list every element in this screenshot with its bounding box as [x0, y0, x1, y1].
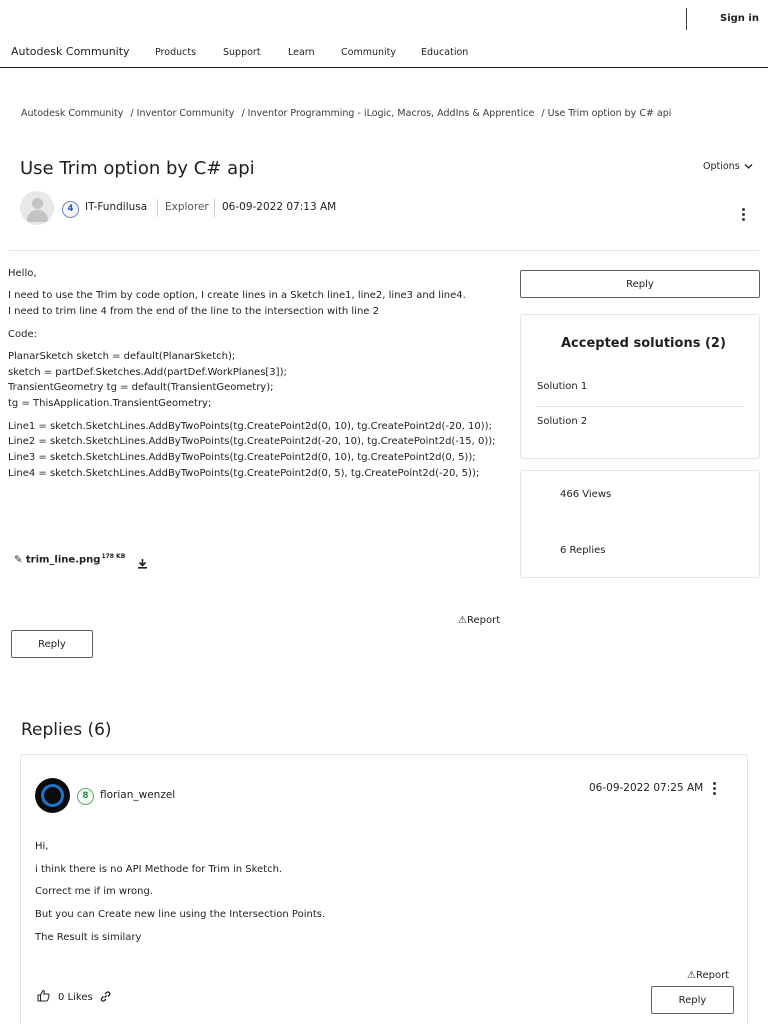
report-label: Report — [466, 615, 501, 626]
post-body-line: I need to trim line 4 from the end of the line to the intersection with line 2 — [8, 306, 379, 317]
likes-count[interactable]: 0 Likes — [58, 992, 93, 1003]
reply-body-line: The Result is similary — [35, 932, 142, 943]
replies-count: 6 Replies — [560, 545, 606, 556]
link-icon[interactable] — [100, 991, 111, 1002]
breadcrumb-item-inventor-community[interactable]: / Inventor Community — [130, 108, 235, 119]
reply-body-line: Hi, — [35, 841, 49, 852]
attachment-size: 178 KB — [101, 553, 126, 560]
code-line: PlanarSketch sketch = default(PlanarSketch); — [8, 351, 236, 362]
breadcrumb-item-current: / Use Trim option by C# api — [541, 108, 672, 119]
code-line: sketch = partDef.Sketches.Add(partDef.WorkPlanes[3]); — [8, 367, 287, 378]
header-divider — [686, 8, 687, 30]
options-menu[interactable] — [703, 161, 753, 172]
reply-author-name[interactable]: florian_wenzel — [100, 789, 176, 801]
breadcrumb-item-inventor-programming[interactable]: / Inventor Programming - iLogic, Macros, AddIns & Apprentice — [241, 108, 535, 119]
post-body-line: I need to use the Trim by code option, I create lines in a Sketch line1, line2, line3 and line4. — [8, 290, 466, 301]
post-body-line: Code: — [8, 329, 37, 340]
post-body-line: Hello, — [8, 268, 37, 279]
code-line: Line3 = sketch.SketchLines.AddByTwoPoints(tg.CreatePoint2d(0, 10), tg.CreatePoint2d(0, 5)); — [8, 452, 476, 463]
brand-link[interactable]: Autodesk Community — [11, 45, 130, 58]
role-separator — [214, 199, 215, 217]
code-line: tg = ThisApplication.TransientGeometry; — [8, 398, 212, 409]
reply-more-icon[interactable] — [713, 782, 717, 797]
warning-icon: ⚠ — [458, 615, 467, 626]
author-name[interactable]: IT-Fundilusa — [85, 201, 148, 213]
author-avatar[interactable] — [20, 191, 54, 225]
header-border — [0, 67, 768, 68]
code-line: Line2 = sketch.SketchLines.AddByTwoPoints(tg.CreatePoint2d(-20, 10), tg.CreatePoint2d(-15, 0)); — [8, 436, 496, 447]
rank-badge-icon: 8 — [77, 788, 94, 805]
warning-icon: ⚠ — [687, 970, 696, 981]
replies-heading: Replies (6) — [21, 720, 112, 740]
attachment[interactable] — [14, 553, 125, 565]
breadcrumb — [21, 108, 675, 119]
nav-support[interactable]: Support — [223, 47, 261, 58]
reply-report-link[interactable] — [687, 970, 729, 981]
attachment-name[interactable]: trim_line.png — [25, 554, 101, 566]
paperclip-icon: ✎ — [14, 554, 23, 566]
reply-body-line: Correct me if im wrong. — [35, 886, 153, 897]
solution-link-1[interactable]: Solution 1 — [537, 381, 588, 392]
post-more-icon[interactable] — [742, 208, 746, 223]
sign-in-link[interactable]: Sign in — [720, 13, 759, 24]
reply-reply-button[interactable]: Reply — [651, 986, 734, 1014]
sidebar-reply-button[interactable]: Reply — [520, 270, 760, 298]
download-icon[interactable] — [137, 558, 148, 569]
views-count: 466 Views — [560, 489, 612, 500]
reply-body-line: But you can Create new line using the Intersection Points. — [35, 909, 326, 920]
rank-badge-icon: 4 — [62, 201, 79, 218]
author-separator — [157, 199, 158, 217]
nav-education[interactable]: Education — [421, 47, 469, 58]
accepted-solutions-title: Accepted solutions (2) — [561, 336, 726, 351]
nav-community[interactable]: Community — [341, 47, 396, 58]
page-title: Use Trim option by C# api — [20, 158, 255, 179]
post-reply-button[interactable]: Reply — [11, 630, 93, 658]
reply-report-label: Report — [695, 970, 730, 981]
nav-products[interactable]: Products — [155, 47, 197, 58]
reply-author-avatar[interactable] — [35, 778, 70, 813]
reply-date: 06-09-2022 07:25 AM — [589, 782, 704, 794]
post-date: 06-09-2022 07:13 AM — [222, 201, 337, 213]
author-role: Explorer — [165, 201, 209, 213]
options-label: Options — [703, 161, 740, 172]
chevron-down-icon — [744, 163, 753, 170]
code-line: Line1 = sketch.SketchLines.AddByTwoPoints(tg.CreatePoint2d(0, 10), tg.CreatePoint2d(-20, 10)); — [8, 421, 492, 432]
code-line: TransientGeometry tg = default(TransientGeometry); — [8, 382, 274, 393]
solution-link-2[interactable]: Solution 2 — [537, 416, 588, 427]
code-line: Line4 = sketch.SketchLines.AddByTwoPoints(tg.CreatePoint2d(0, 5), tg.CreatePoint2d(-20, 5)); — [8, 468, 480, 479]
post-header-divider — [9, 250, 759, 251]
nav-learn[interactable]: Learn — [288, 47, 315, 58]
breadcrumb-item-autodesk-community[interactable]: Autodesk Community — [21, 108, 124, 119]
report-link[interactable] — [458, 615, 500, 626]
reply-body-line: i think there is no API Methode for Trim in Sketch. — [35, 864, 283, 875]
stats-card — [520, 470, 760, 578]
solutions-divider — [537, 406, 743, 407]
thumbs-up-icon[interactable] — [37, 989, 50, 1002]
